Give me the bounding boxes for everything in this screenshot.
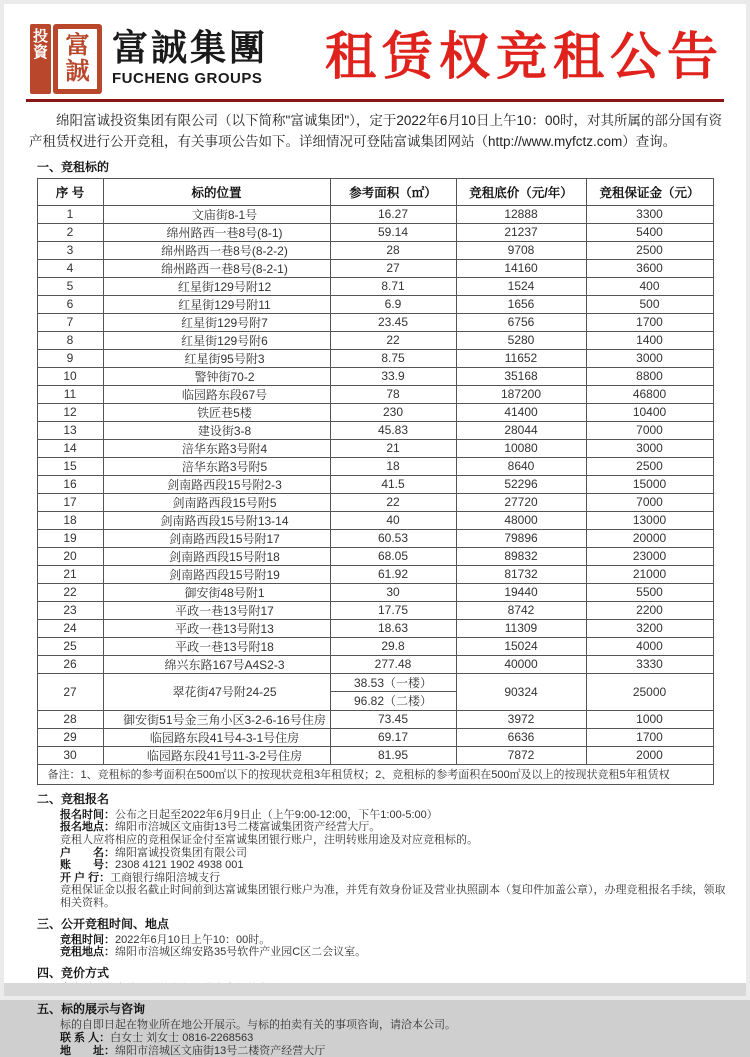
line-label: 报名地点： bbox=[60, 821, 115, 834]
cell-no: 15 bbox=[37, 457, 103, 475]
cell-price: 48000 bbox=[456, 511, 586, 529]
cell-deposit: 3330 bbox=[586, 655, 713, 673]
cell-deposit: 2000 bbox=[586, 746, 713, 764]
table-row bbox=[37, 529, 713, 547]
line-label: 竞租地点： bbox=[60, 946, 115, 959]
table-row bbox=[37, 313, 713, 331]
cell-area: 230 bbox=[330, 403, 456, 421]
cell-area-split bbox=[330, 673, 456, 710]
table-row bbox=[37, 295, 713, 313]
table-row bbox=[37, 457, 713, 475]
cell-no: 12 bbox=[37, 403, 103, 421]
section-line: 地 址：绵阳市涪城区文庙街13号二楼资产经营大厅 bbox=[60, 1044, 326, 1057]
cell-price: 7872 bbox=[456, 746, 586, 764]
cell-area: 33.9 bbox=[330, 367, 456, 385]
cell-no: 14 bbox=[37, 439, 103, 457]
cell-no: 29 bbox=[37, 728, 103, 746]
cell-area: 277.48 bbox=[330, 655, 456, 673]
cell-deposit: 3000 bbox=[586, 349, 713, 367]
cell-no: 4 bbox=[37, 259, 103, 277]
cell-area: 81.95 bbox=[330, 746, 456, 764]
cell-location: 红星街129号附11 bbox=[103, 295, 330, 313]
cell-location: 剑南路西段15号附13-14 bbox=[103, 511, 330, 529]
cell-area: 69.17 bbox=[330, 728, 456, 746]
table-row bbox=[37, 637, 713, 655]
cell-deposit: 1400 bbox=[586, 331, 713, 349]
cell-location: 红星街129号附7 bbox=[103, 313, 330, 331]
table-row bbox=[37, 403, 713, 421]
cell-no: 20 bbox=[37, 547, 103, 565]
table-row bbox=[37, 385, 713, 403]
cell-deposit: 2500 bbox=[586, 241, 713, 259]
cell-location: 红星街129号附12 bbox=[103, 277, 330, 295]
section-line: 开 户 行：工商银行绵阳涪城支行 bbox=[60, 871, 221, 884]
section-line: 账 号：2308 4121 1902 4938 001 bbox=[60, 859, 244, 872]
cell-no: 19 bbox=[37, 529, 103, 547]
cell-price: 11309 bbox=[456, 619, 586, 637]
cell-area: 17.75 bbox=[330, 601, 456, 619]
col-header-location: 标的位置 bbox=[103, 178, 330, 205]
cell-price: 3972 bbox=[456, 710, 586, 728]
cell-area: 28 bbox=[330, 241, 456, 259]
table-row bbox=[37, 565, 713, 583]
cell-location: 红星街129号附6 bbox=[103, 331, 330, 349]
section-title-2: 二、竞租报名 bbox=[37, 791, 110, 806]
cell-area: 22 bbox=[330, 331, 456, 349]
cell-price: 10080 bbox=[456, 439, 586, 457]
section-line: 户 名：绵阳富诚投资集团有限公司 bbox=[60, 846, 247, 859]
photo-edge bbox=[4, 983, 746, 996]
cell-location: 剑南路西段15号附2-3 bbox=[103, 475, 330, 493]
table-header-row bbox=[37, 178, 713, 205]
cell-no: 16 bbox=[37, 475, 103, 493]
table-row bbox=[37, 439, 713, 457]
cell-price: 12888 bbox=[456, 205, 586, 223]
cell-area: 18 bbox=[330, 457, 456, 475]
cell-deposit: 46800 bbox=[586, 385, 713, 403]
cell-deposit: 8800 bbox=[586, 367, 713, 385]
cell-deposit: 7000 bbox=[586, 493, 713, 511]
cell-no: 13 bbox=[37, 421, 103, 439]
cell-price: 52296 bbox=[456, 475, 586, 493]
line-label: 地 址： bbox=[60, 1044, 115, 1057]
cell-location: 涪华东路3号附5 bbox=[103, 457, 330, 475]
line-label: 账 号： bbox=[60, 859, 115, 872]
cell-location: 临园路东段41号4-3-1号住房 bbox=[103, 728, 330, 746]
table-row bbox=[37, 367, 713, 385]
cell-deposit: 7000 bbox=[586, 421, 713, 439]
section-title-3: 三、公开竞租时间、地点 bbox=[37, 916, 170, 931]
table-row bbox=[37, 710, 713, 728]
cell-location: 涪华东路3号附4 bbox=[103, 439, 330, 457]
cell-deposit: 3200 bbox=[586, 619, 713, 637]
cell-no: 30 bbox=[37, 746, 103, 764]
table-row bbox=[37, 746, 713, 764]
cell-deposit: 1700 bbox=[586, 728, 713, 746]
cell-price: 81732 bbox=[456, 565, 586, 583]
cell-area: 60.53 bbox=[330, 529, 456, 547]
table-row bbox=[37, 421, 713, 439]
cell-deposit: 1000 bbox=[586, 710, 713, 728]
section-title-4: 四、竞价方式 bbox=[37, 965, 110, 980]
table-row bbox=[37, 728, 713, 746]
section-line: 竞租保证金以报名截止时间前到达富诚集团银行账户为准，并凭有效身份证及营业执照副本（复印件加盖公章），办理竞租报名手续，领取相关资料。 bbox=[60, 884, 726, 909]
page-title: 租赁权竞租公告 bbox=[324, 28, 724, 85]
cell-price: 90324 bbox=[456, 673, 586, 710]
cell-deposit: 5500 bbox=[586, 583, 713, 601]
col-header-deposit: 竞租保证金（元） bbox=[586, 178, 713, 205]
cell-deposit: 1700 bbox=[586, 313, 713, 331]
cell-no: 9 bbox=[37, 349, 103, 367]
cell-no: 3 bbox=[37, 241, 103, 259]
area-sub-value: 38.53（一楼） bbox=[331, 674, 456, 692]
cell-location: 御安街48号附1 bbox=[103, 583, 330, 601]
cell-area: 18.63 bbox=[330, 619, 456, 637]
page-content bbox=[4, 4, 746, 1057]
table-row bbox=[37, 583, 713, 601]
cell-location: 御安街51号金三角小区3-2-6-16号住房 bbox=[103, 710, 330, 728]
cell-deposit: 4000 bbox=[586, 637, 713, 655]
cell-no: 26 bbox=[37, 655, 103, 673]
cell-price: 6636 bbox=[456, 728, 586, 746]
cell-location: 平政一巷13号附13 bbox=[103, 619, 330, 637]
cell-deposit: 20000 bbox=[586, 529, 713, 547]
table-note-row bbox=[37, 764, 713, 784]
cell-location: 文庙街8-1号 bbox=[103, 205, 330, 223]
cell-no: 22 bbox=[37, 583, 103, 601]
line-label: 联 系 人： bbox=[60, 1031, 111, 1044]
cell-no: 1 bbox=[37, 205, 103, 223]
cell-location: 剑南路西段15号附18 bbox=[103, 547, 330, 565]
table-row bbox=[37, 475, 713, 493]
table-row bbox=[37, 511, 713, 529]
col-header-price: 竞租底价（元/年） bbox=[456, 178, 586, 205]
cell-no: 5 bbox=[37, 277, 103, 295]
area-sub-value: 96.82（二楼） bbox=[353, 693, 433, 708]
cell-location: 平政一巷13号附18 bbox=[103, 637, 330, 655]
cell-area: 30 bbox=[330, 583, 456, 601]
cell-area: 8.71 bbox=[330, 277, 456, 295]
cell-no: 6 bbox=[37, 295, 103, 313]
cell-area: 59.14 bbox=[330, 223, 456, 241]
header-divider bbox=[26, 99, 724, 102]
table-row bbox=[37, 601, 713, 619]
cell-price: 6756 bbox=[456, 313, 586, 331]
cell-price: 5280 bbox=[456, 331, 586, 349]
cell-location: 翠花街47号附24-25 bbox=[103, 673, 330, 710]
cell-area: 22 bbox=[330, 493, 456, 511]
cell-no: 17 bbox=[37, 493, 103, 511]
table-row bbox=[37, 493, 713, 511]
cell-price: 1524 bbox=[456, 277, 586, 295]
cell-area: 45.83 bbox=[330, 421, 456, 439]
company-seal-icon bbox=[30, 24, 102, 94]
table-row bbox=[37, 673, 713, 710]
cell-price: 21237 bbox=[456, 223, 586, 241]
cell-area: 21 bbox=[330, 439, 456, 457]
cell-price: 15024 bbox=[456, 637, 586, 655]
cell-no: 10 bbox=[37, 367, 103, 385]
section-line: 报名时间：公布之日起至2022年6月9日止（上午9:00-12:00，下午1:00-5:00） bbox=[60, 808, 438, 821]
cell-area: 27 bbox=[330, 259, 456, 277]
cell-deposit: 2200 bbox=[586, 601, 713, 619]
cell-area: 41.5 bbox=[330, 475, 456, 493]
cell-deposit: 25000 bbox=[586, 673, 713, 710]
cell-no: 25 bbox=[37, 637, 103, 655]
section-title-5: 五、标的展示与咨询 bbox=[37, 1002, 146, 1017]
table-row bbox=[37, 241, 713, 259]
cell-deposit: 21000 bbox=[586, 565, 713, 583]
cell-deposit: 3600 bbox=[586, 259, 713, 277]
cell-no: 21 bbox=[37, 565, 103, 583]
cell-area: 78 bbox=[330, 385, 456, 403]
company-name-cn: 富誠集團 bbox=[112, 27, 269, 70]
table-row bbox=[37, 655, 713, 673]
cell-price: 79896 bbox=[456, 529, 586, 547]
company-name-block bbox=[112, 29, 268, 87]
cell-no: 11 bbox=[37, 385, 103, 403]
cell-no: 8 bbox=[37, 331, 103, 349]
cell-location: 剑南路西段15号附17 bbox=[103, 529, 330, 547]
cell-price: 14160 bbox=[456, 259, 586, 277]
cell-area: 6.9 bbox=[330, 295, 456, 313]
cell-no: 7 bbox=[37, 313, 103, 331]
col-header-area: 参考面积（㎡） bbox=[330, 178, 456, 205]
section-title-bid-targets: 一、竞租标的 bbox=[37, 159, 110, 174]
table-row bbox=[37, 223, 713, 241]
seal-right-text: 富誠 bbox=[53, 24, 102, 94]
cell-location: 平政一巷13号附17 bbox=[103, 601, 330, 619]
cell-deposit: 15000 bbox=[586, 475, 713, 493]
cell-no: 18 bbox=[37, 511, 103, 529]
cell-location: 警钟街70-2 bbox=[103, 367, 330, 385]
table-row bbox=[37, 619, 713, 637]
cell-location: 红星街95号附3 bbox=[103, 349, 330, 367]
section-line: 竞租地点：绵阳市涪城区绵安路35号软件产业园C区二会议室。 bbox=[60, 946, 367, 959]
cell-location: 绵州路西一巷8号(8-2-1) bbox=[103, 259, 330, 277]
cell-no: 24 bbox=[37, 619, 103, 637]
cell-location: 剑南路西段15号附19 bbox=[103, 565, 330, 583]
cell-price: 28044 bbox=[456, 421, 586, 439]
cell-area: 61.92 bbox=[330, 565, 456, 583]
cell-area: 40 bbox=[330, 511, 456, 529]
table-row bbox=[37, 205, 713, 223]
cell-price: 1656 bbox=[456, 295, 586, 313]
cell-price: 35168 bbox=[456, 367, 586, 385]
cell-deposit: 23000 bbox=[586, 547, 713, 565]
cell-price: 41400 bbox=[456, 403, 586, 421]
bid-targets-table bbox=[37, 178, 714, 785]
cell-location: 建设街3-8 bbox=[103, 421, 330, 439]
table-note: 备注：1、竞租标的参考面积在500㎡以下的按现状竞租3年租赁权；2、竞租标的参考面积在500㎡及以上的按现状竞租5年租赁权 bbox=[37, 764, 713, 784]
cell-location: 绵州路西一巷8号(8-2-2) bbox=[103, 241, 330, 259]
company-name-en: FUCHENG GROUPS bbox=[112, 69, 263, 87]
cell-price: 187200 bbox=[456, 385, 586, 403]
cell-price: 19440 bbox=[456, 583, 586, 601]
cell-no: 27 bbox=[37, 673, 103, 710]
section-line: 竞租人应将相应的竞租保证金付至富诚集团银行账户，注明转账用途及对应竞租标的。 bbox=[60, 834, 478, 847]
cell-price: 89832 bbox=[456, 547, 586, 565]
col-header-no: 序 号 bbox=[37, 178, 103, 205]
cell-no: 28 bbox=[37, 710, 103, 728]
cell-deposit: 13000 bbox=[586, 511, 713, 529]
table-row bbox=[37, 349, 713, 367]
cell-deposit: 2500 bbox=[586, 457, 713, 475]
cell-price: 8640 bbox=[456, 457, 586, 475]
cell-area: 29.8 bbox=[330, 637, 456, 655]
cell-price: 11652 bbox=[456, 349, 586, 367]
info-sections bbox=[24, 790, 726, 1057]
cell-price: 27720 bbox=[456, 493, 586, 511]
cell-area: 23.45 bbox=[330, 313, 456, 331]
cell-location: 临园路东段41号11-3-2号住房 bbox=[103, 746, 330, 764]
cell-area: 8.75 bbox=[330, 349, 456, 367]
cell-area: 68.05 bbox=[330, 547, 456, 565]
cell-location: 临园路东段67号 bbox=[103, 385, 330, 403]
cell-deposit: 10400 bbox=[586, 403, 713, 421]
intro-paragraph: 绵阳富诚投资集团有限公司（以下简称"富诚集团"），定于2022年6月10日上午10：00时，对其所属的部分国有资产租赁权进行公开竞租，有关事项公告如下。详细情况可登陆富诚集团网站（http://www.myfctz.com）查询。 bbox=[29, 113, 722, 149]
cell-location: 铁匠巷5楼 bbox=[103, 403, 330, 421]
seal-left-text: 投資 bbox=[30, 24, 51, 94]
cell-area: 73.45 bbox=[330, 710, 456, 728]
cell-deposit: 500 bbox=[586, 295, 713, 313]
line-label: 开 户 行： bbox=[60, 871, 111, 884]
table-row bbox=[37, 259, 713, 277]
table-row bbox=[37, 547, 713, 565]
page-header bbox=[24, 20, 726, 94]
cell-deposit: 5400 bbox=[586, 223, 713, 241]
line-label: 报名时间： bbox=[60, 808, 115, 821]
section-line: 联 系 人：白女士 刘女士 0816-2268563 bbox=[60, 1031, 254, 1044]
cell-deposit: 3000 bbox=[586, 439, 713, 457]
table-row bbox=[37, 277, 713, 295]
cell-price: 40000 bbox=[456, 655, 586, 673]
cell-no: 2 bbox=[37, 223, 103, 241]
cell-area: 16.27 bbox=[330, 205, 456, 223]
cell-price: 9708 bbox=[456, 241, 586, 259]
fucheng-logo bbox=[26, 20, 268, 94]
section-line: 报名地点：绵阳市涪城区文庙街13号二楼富诚集团资产经营大厅。 bbox=[60, 821, 381, 834]
cell-location: 剑南路西段15号附5 bbox=[103, 493, 330, 511]
cell-no: 23 bbox=[37, 601, 103, 619]
section-line: 竞租时间：2022年6月10日上午10：00时。 bbox=[60, 933, 271, 946]
cell-deposit: 400 bbox=[586, 277, 713, 295]
cell-deposit: 3300 bbox=[586, 205, 713, 223]
table-row bbox=[37, 331, 713, 349]
cell-location: 绵州路西一巷8号(8-1) bbox=[103, 223, 330, 241]
line-label: 竞租时间： bbox=[60, 933, 115, 946]
cell-location: 绵兴东路167号A4S2-3 bbox=[103, 655, 330, 673]
cell-price: 8742 bbox=[456, 601, 586, 619]
line-label: 户 名： bbox=[60, 846, 115, 859]
section-line: 标的自即日起在物业所在地公开展示。与标的拍卖有关的事项咨询，请洽本公司。 bbox=[60, 1019, 456, 1032]
